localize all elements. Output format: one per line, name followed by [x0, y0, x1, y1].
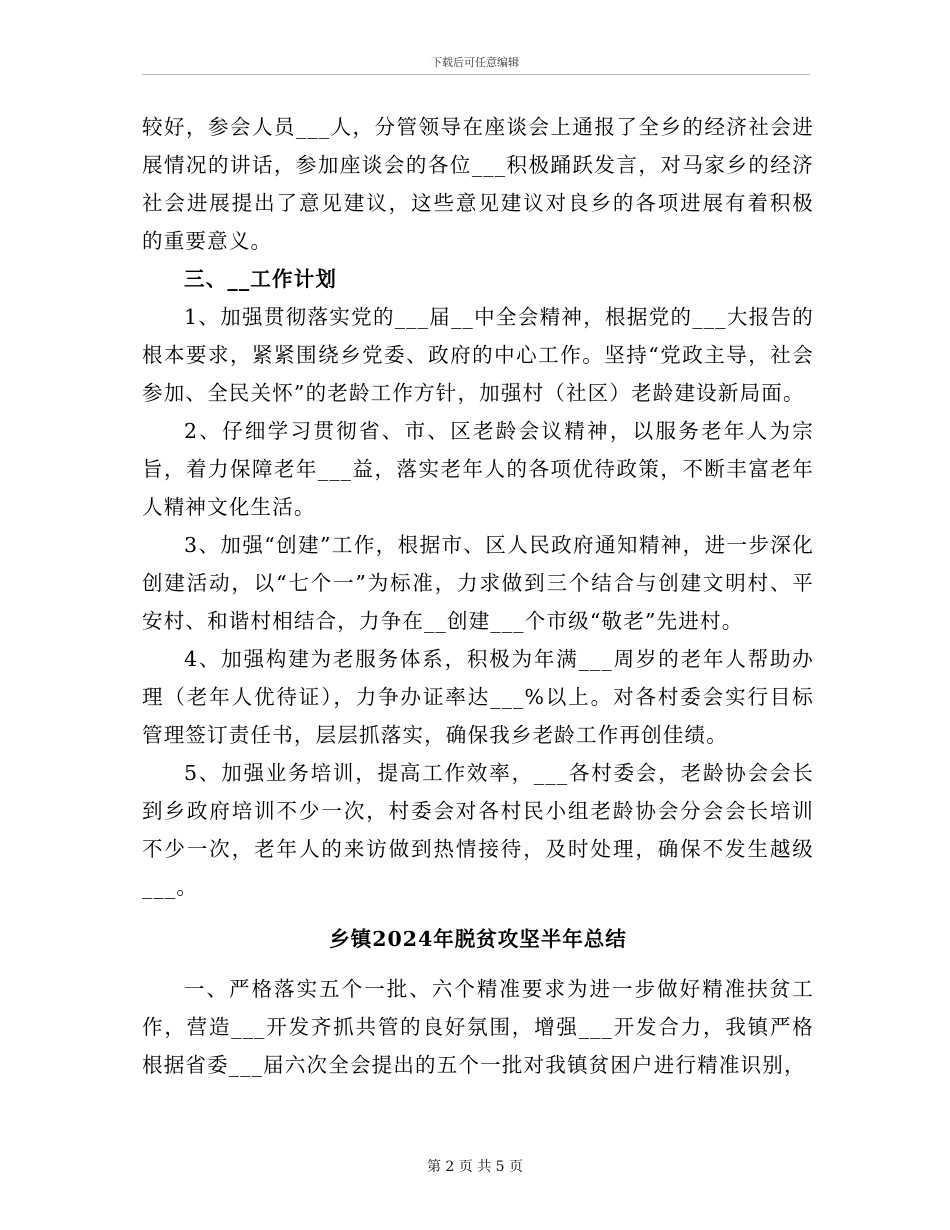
- list-item: 1、加强贯彻落实党的___届__中全会精神，根据党的___大报告的根本要求，紧紧围绕乡党委、政府的中心工作。坚持“党政主导，社会参加、全民关怀”的老龄工作方针，加强村（社区）老龄建设新局面。: [142, 305, 814, 405]
- list-item: 2、仔细学习贯彻省、市、区老龄会议精神，以服务老年人为宗旨，着力保障老年___益，落实老年人的各项优待政策，不断丰富老年人精神文化生活。: [142, 419, 814, 519]
- document-body: [142, 108, 814, 1084]
- document-title: 乡镇2024年脱贫攻坚半年总结: [329, 927, 627, 951]
- paragraph-continuation: 较好，参会人员___人，分管领导在座谈会上通报了全乡的经济社会进展情况的讲话，参加座谈会的各位___积极踊跃发言，对马家乡的经济社会进展提出了意见建议，这些意见建议对良乡的各项进展有着积极的重要意义。: [142, 115, 814, 253]
- list-item: 4、加强构建为老服务体系，积极为年满___周岁的老年人帮助办理（老年人优待证），力争办证率达___%以上。对各村委会实行目标管理签订责任书，层层抓落实，确保我乡老龄工作再创佳绩。: [142, 647, 814, 747]
- section-heading-work-plan: 三、__工作计划: [184, 267, 338, 291]
- page-header: 下载后可任意编辑: [431, 56, 519, 69]
- list-item: 5、加强业务培训，提高工作效率，___各村委会，老龄协会会长到乡政府培训不少一次，村委会对各村民小组老龄协会分会会长培训不少一次，老年人的来访做到热情接待，及时处理，确保不发生越级___。: [142, 761, 814, 899]
- page-number: 第 2 页 共 5 页: [426, 1159, 524, 1175]
- list-item: 3、加强“创建”工作，根据市、区人民政府通知精神，进一步深化创建活动，以“七个一”为标准，力求做到三个结合与创建文明村、平安村、和谐村相结合，力争在__创建___个市级“敬老”先进村。: [142, 533, 814, 633]
- header-divider: [142, 74, 810, 75]
- paragraph-intro: 一、严格落实五个一批、六个精准要求为进一步做好精准扶贫工作，营造___开发齐抓共管的良好氛围，增强___开发合力，我镇严格根据省委___届六次全会提出的五个一批对我镇贫困户进行精准识别，: [142, 977, 814, 1077]
